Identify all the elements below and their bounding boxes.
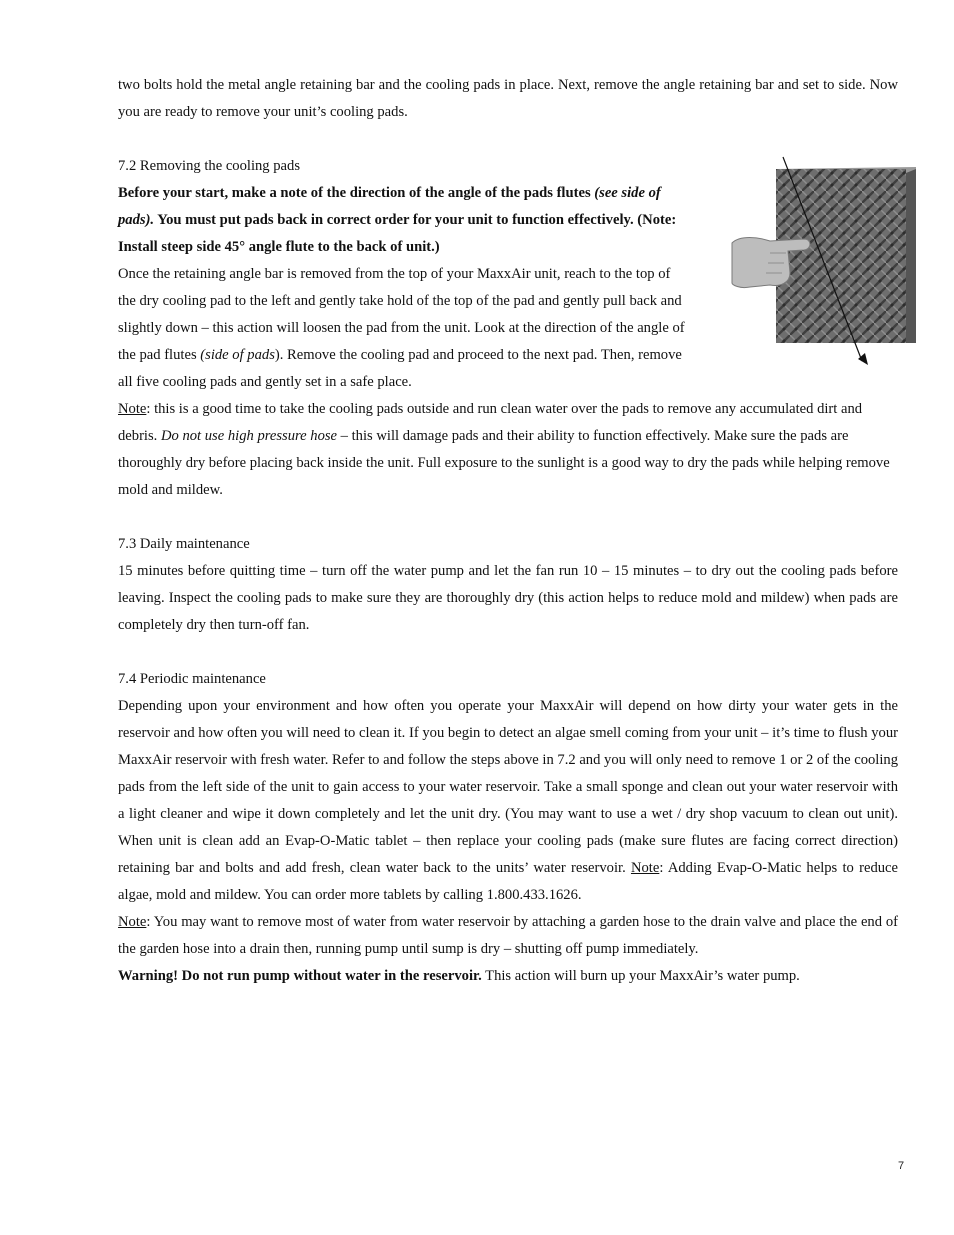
removal-instructions: Once the retaining angle bar is removed from the top of your MaxxAir unit, reach to the top of the dry cooling pad to the left and gently take hold of the top of the pad and gently pull back and slightly down – this action will loosen the pad from the unit. Look at the direction of the angle of the pad flutes (side of pads). Remove the cooling pad and proceed to the next pad. Then, remove all five cooling pads and gently set in a safe place. [118,266,685,390]
section-7-3 [118,531,898,639]
daily-maintenance-text: 15 minutes before quitting time – turn off the water pump and let the fan run 10 – 15 minutes – to dry out the cooling pads before leaving. Inspect the cooling pads to make sure they are thoroughly dry (this action helps to reduce mold and mildew) when pads are completely dry then turn-off fan. [118,563,898,633]
pump-warning: Warning! Do not run pump without water in the reservoir. This action will burn up your MaxxAir’s water pump. [118,968,800,984]
page-number: 7 [898,1160,905,1172]
periodic-maintenance-text: Depending upon your environment and how often you operate your MaxxAir will depend on how dirty your water gets in the reservoir and how often you will need to clean it. If you begin to detect an algae smell coming from your unit – it’s time to flush your MaxxAir reservoir with fresh water. Refer to and follow the steps above in 7.2 and you will only need to remove 1 or 2 of the cooling pads from the left side of the unit to gain access to your water reservoir. Take a small sponge and clean out your water reservoir with a light cleaner and wipe it down completely and let the unit dry. (You may want to use a wet / dry shop vacuum to clean out unit). When unit is clean add an Evap-O-Matic tablet – then replace your cooling pads (make sure flutes are facing correct direction) retaining bar and bolts and add fresh, clean water back to the units’ water reservoir. Note: Adding Evap-O-Matic helps to reduce algae, mold and mildew. You can order more tablets by calling 1.800.433.1626. [118,698,898,903]
section-7-2 [118,153,688,396]
drain-note: Note: You may want to remove most of water from water reservoir by attaching a garden hose to the drain valve and place the end of the garden hose into a drain then, running pump until sump is dry – shutting off pump immediately. [118,914,898,957]
section-heading-7-4: 7.4 Periodic maintenance [118,671,266,687]
cleaning-note: Note: this is a good time to take the cooling pads outside and run clean water over the pads to remove any accumulated dirt and debris. Do not use high pressure hose – this will damage pads and their ability to function effectively. Make sure the pads are thoroughly dry before placing back inside the unit. Full exposure to the sunlight is a good way to dry the pads while helping remove mold and mildew. [118,401,890,498]
intro-paragraph [118,72,898,126]
section-heading-7-2: 7.2 Removing the cooling pads [118,158,300,174]
section-heading-7-3: 7.3 Daily maintenance [118,536,250,552]
intro-text: two bolts hold the metal angle retaining bar and the cooling pads in place. Next, remove the angle retaining bar and set to side. Now you are ready to remove your unit’s cooling pads. [118,77,898,120]
cooling-pad-figure [730,155,920,370]
section-7-4 [118,666,898,990]
pad-direction-warning: Before your start, make a note of the direction of the angle of the pads flutes (see side of pads). You must put pads back in correct order for your unit to function effectively. (Note: Install steep side 45° angle flute to the back of unit.) [118,185,677,255]
